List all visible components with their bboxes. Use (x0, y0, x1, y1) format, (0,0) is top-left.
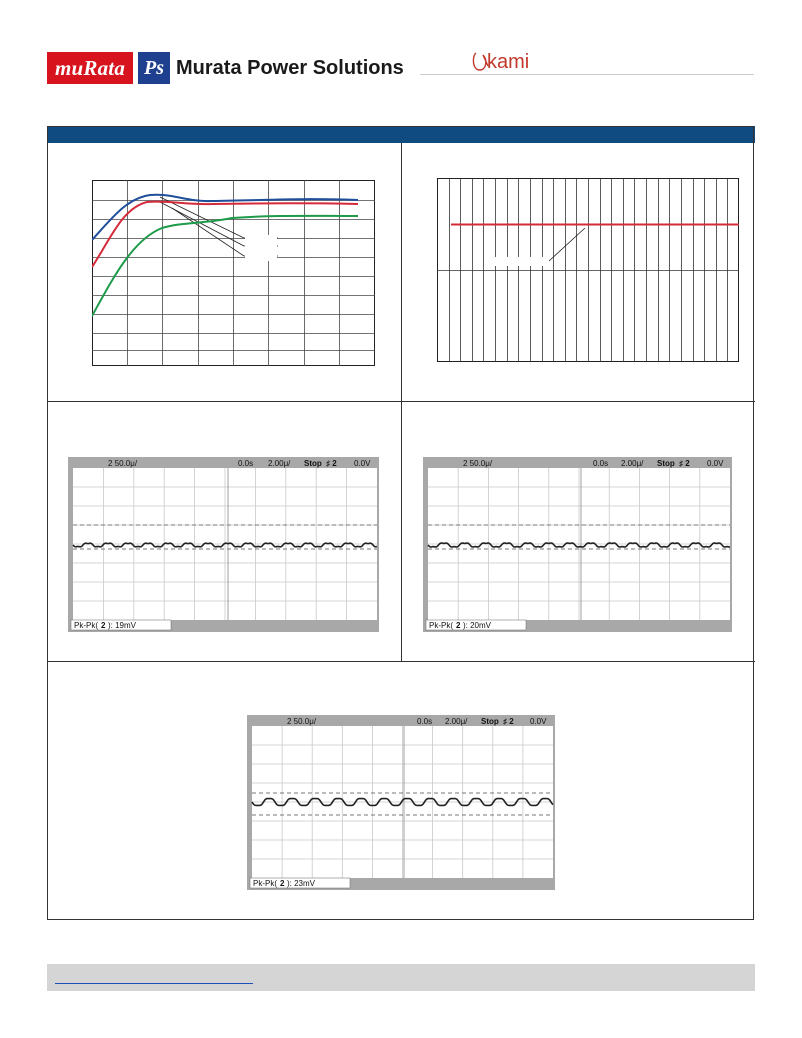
scope-trigger-level: 0.0V (707, 459, 724, 468)
brand-name: Murata Power Solutions (176, 57, 404, 79)
footer-link-underline[interactable] (55, 983, 253, 984)
scope-run-state: Stop (304, 459, 322, 468)
scope-measure-value: ): 20mV (463, 621, 492, 630)
column-divider (401, 143, 402, 662)
scope-time-offset: 0.0s (238, 459, 254, 468)
scope-plot-3 (247, 715, 555, 890)
scope-measure-channel: 2 (280, 879, 285, 888)
flat-response-chart (437, 178, 740, 363)
scope-measure-value: ): 23mV (287, 879, 316, 888)
scope-measure-label: Pk-Pk( (253, 879, 277, 888)
scope-vertical-scale: 2 50.0μ/ (108, 459, 138, 468)
scope-measure-channel: 2 (101, 621, 106, 630)
svg-text:kami: kami (487, 51, 530, 73)
scope-measure-value: ): 19mV (108, 621, 137, 630)
scope-timebase: 2.00μ/ (445, 717, 468, 726)
murata-logo: muRata (47, 52, 133, 84)
scope-timebase: 2.00μ/ (268, 459, 291, 468)
scope-timebase: 2.00μ/ (621, 459, 644, 468)
scope-vertical-scale: 2 50.0μ/ (463, 459, 493, 468)
ps-logo: Ps (138, 52, 170, 84)
scope-plot-1 (68, 457, 379, 632)
scope-trigger-level: 0.0V (530, 717, 547, 726)
label-box (491, 257, 549, 266)
header-divider (420, 74, 754, 75)
efficiency-chart (92, 180, 376, 367)
scope-trigger-level: 0.0V (354, 459, 371, 468)
scope-trigger-channel: ♯ 2 (503, 717, 514, 726)
scope-trigger-channel: ♯ 2 (326, 459, 337, 468)
scope-run-state: Stop (657, 459, 675, 468)
legend-box (245, 235, 277, 261)
okami-logo-image (470, 46, 550, 76)
scope-measure-label: Pk-Pk( (429, 621, 453, 630)
scope-vertical-scale: 2 50.0μ/ (287, 717, 317, 726)
okami-logo (470, 46, 550, 83)
scope-plot-2 (423, 457, 732, 632)
scope-time-offset: 0.0s (417, 717, 433, 726)
scope-run-state: Stop (481, 717, 499, 726)
scope-trigger-channel: ♯ 2 (679, 459, 690, 468)
scope-time-offset: 0.0s (593, 459, 609, 468)
footer-band (47, 964, 755, 991)
scope-measure-label: Pk-Pk( (74, 621, 98, 630)
scope-measure-channel: 2 (456, 621, 461, 630)
